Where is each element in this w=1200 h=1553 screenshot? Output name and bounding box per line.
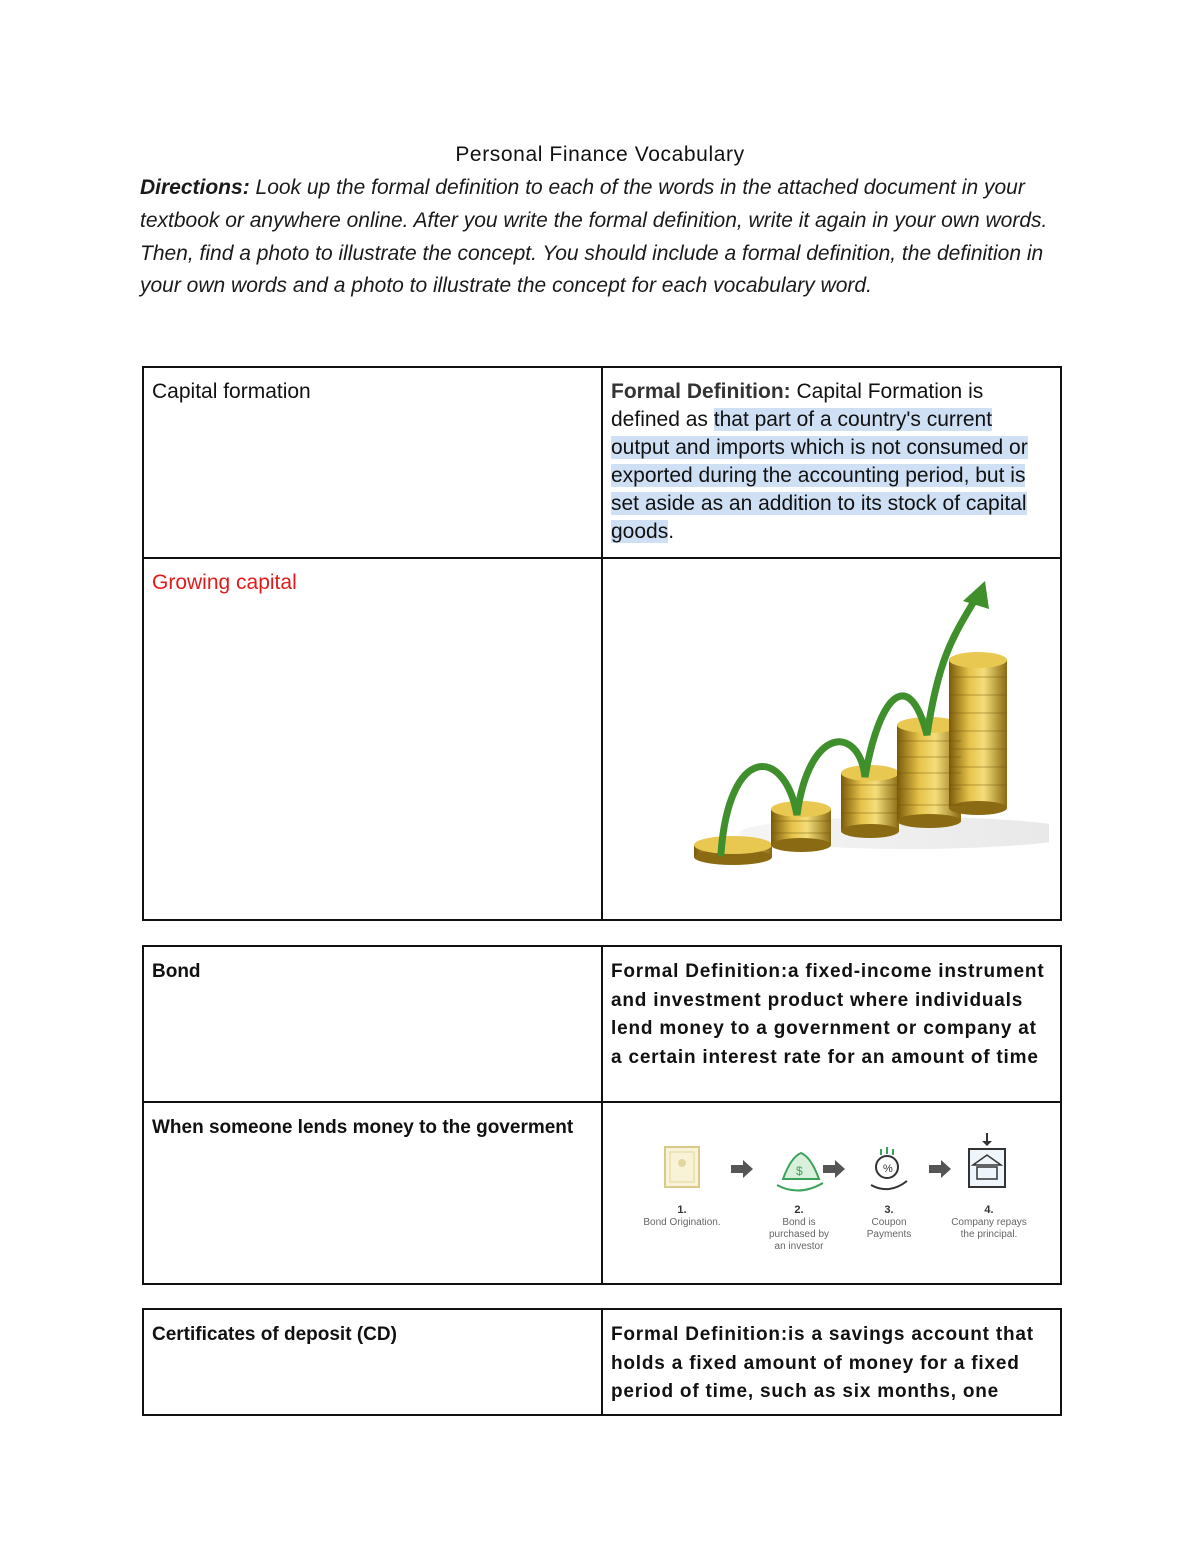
directions-paragraph — [140, 172, 1070, 303]
term-capital-formation: Capital formation — [152, 380, 311, 403]
arrow-icon — [731, 1160, 753, 1178]
coins-growth-arrow-image — [609, 565, 1049, 905]
formal-definition-label: Formal Definition: — [611, 961, 788, 982]
formal-definition-post: . — [668, 520, 675, 543]
term-cell — [143, 1309, 602, 1415]
coupon-coin-icon — [871, 1147, 907, 1189]
formal-definition-text: a fixed-income instrument and investment product where individuals lend money to a government or company at a certain interest rate for an amount of time — [611, 961, 1045, 1068]
money-bag-icon — [777, 1153, 823, 1191]
vocab-table-capital-formation — [142, 366, 1062, 921]
step-2-label-1: Bond is — [782, 1217, 816, 1228]
vocab-table-bond — [142, 945, 1062, 1285]
step-4-label-2: the principal. — [960, 1229, 1018, 1240]
directions-label: Directions: — [140, 176, 250, 199]
step-2-label-3: an investor — [774, 1241, 824, 1252]
vocab-table-certificates-of-deposit — [142, 1308, 1062, 1416]
step-3-number: 3. — [884, 1204, 894, 1216]
directions-text: Look up the formal definition to each of the words in the attached document in your textbook or anywhere online. After you write the formal definition, write it again in your own words. Then, find a photo to illustrate the concept. You should include a formal definition, the definition in your own words and a photo to illustrate the concept for each vocabulary word. — [140, 176, 1048, 298]
svg-text:$: $ — [796, 1164, 803, 1178]
svg-text:%: % — [883, 1163, 893, 1175]
formal-definition-cell — [602, 367, 1061, 558]
formal-definition-highlight: that part of a country's current output and imports which is not consumed or exported during the accounting period, but is set aside as an addition to its stock of capital goods — [611, 408, 1028, 543]
coin-stack-1 — [694, 836, 772, 865]
step-3-label-2: Payments — [866, 1229, 912, 1240]
own-words-growing-capital: Growing capital — [152, 571, 297, 594]
company-building-icon — [969, 1133, 1005, 1187]
formal-definition-label: Formal Definition: — [611, 1324, 788, 1345]
step-3-label-1: Coupon — [871, 1217, 907, 1228]
photo-cell — [602, 1102, 1061, 1284]
formal-definition-cell — [602, 946, 1061, 1102]
term-certificates-of-deposit: Certificates of deposit (CD) — [152, 1324, 397, 1345]
step-4-number: 4. — [984, 1204, 994, 1216]
photo-cell — [602, 558, 1061, 920]
own-words-cell — [143, 1102, 602, 1284]
own-words-cell — [143, 558, 602, 920]
formal-definition-cell — [602, 1309, 1061, 1415]
step-2-label-2: purchased by — [768, 1229, 830, 1240]
formal-definition-text: is a savings account that holds a fixed amount of money for a fixed period of time, such as six months, one — [611, 1324, 1034, 1402]
step-4-label-1: Company repays — [951, 1217, 1027, 1228]
arrow-icon — [823, 1160, 845, 1178]
page-title: Personal Finance Vocabulary — [455, 143, 745, 166]
term-cell — [143, 367, 602, 558]
step-1-number: 1. — [677, 1204, 687, 1216]
step-2-number: 2. — [794, 1204, 804, 1216]
bond-process-diagram — [609, 1109, 1049, 1269]
own-words-bond: When someone lends money to the goverment — [152, 1117, 574, 1138]
formal-definition-pre: Capital Formation is defined as — [611, 380, 984, 431]
term-bond: Bond — [152, 961, 201, 982]
coin-stack-3 — [841, 765, 899, 838]
formal-definition-label: Formal Definition: — [611, 380, 791, 403]
term-cell — [143, 946, 602, 1102]
arrow-icon — [929, 1160, 951, 1178]
coin-stack-5 — [949, 652, 1007, 815]
step-1-label: Bond Origination. — [643, 1217, 721, 1228]
